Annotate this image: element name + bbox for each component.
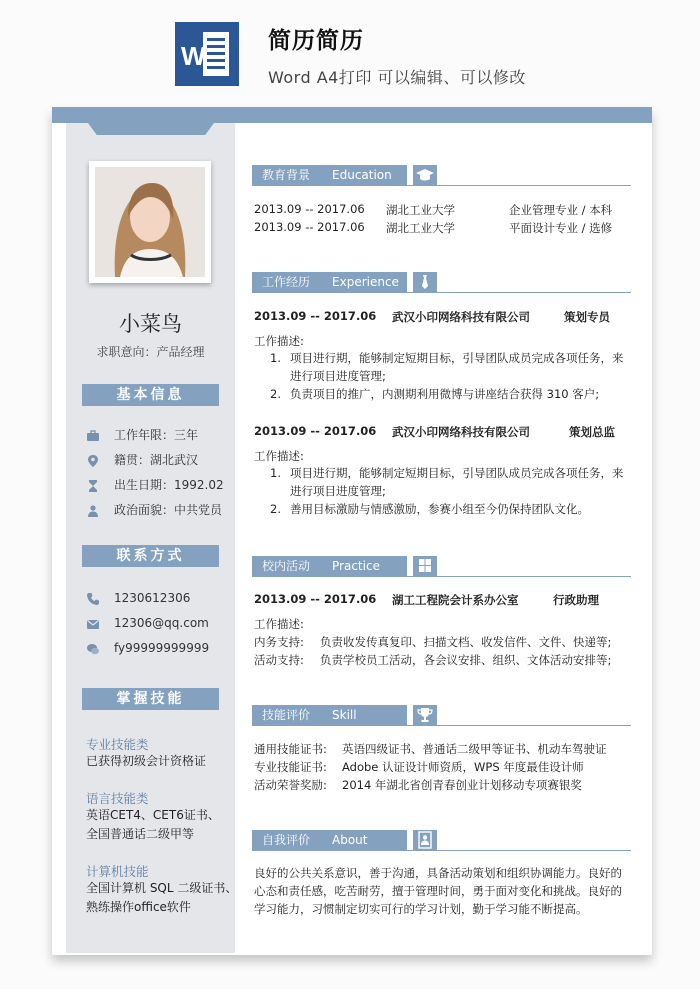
info-row: 籍贯：湖北武汉 [86, 451, 198, 469]
contact-row: fy99999999999 [86, 639, 209, 657]
page-title: 简历简历 [268, 28, 364, 54]
list-item: 进行项目进度管理; [290, 484, 386, 498]
skill-group-title: 语言技能类 [86, 791, 149, 806]
edu-school: 湖北工业大学 [386, 221, 455, 235]
location-icon [86, 454, 100, 468]
contact-row: 1230612306 [86, 589, 190, 607]
skill-section-label: 技能评价 Skill [252, 705, 407, 725]
list-item: 1. 项目进行期，能够制定短期目标，引导团队成员完成各项任务，来 [270, 466, 624, 480]
job-date: 2013.09 -- 2017.06 [254, 424, 377, 438]
skill-key: 专业技能证书: [254, 760, 327, 774]
job-role: 策划专员 [564, 310, 610, 324]
briefcase-icon [86, 429, 100, 443]
graduation-cap-icon [413, 165, 437, 185]
chat-icon [86, 642, 100, 656]
info-row: 工作年限：三年 [86, 426, 198, 444]
job-intent: 求职意向：产品经理 [96, 345, 205, 359]
svg-text:W: W [181, 41, 206, 71]
windows-icon [413, 556, 437, 576]
practice-value: 负责收发传真复印、扫描文档、收发信件、文件、快递等; [320, 635, 612, 649]
skill-value: 英语四级证书、普通话二级甲等证书、机动车驾驶证 [342, 742, 607, 756]
contact-heading: 联系方式 [82, 545, 219, 567]
practice-value: 负责学校员工活动，各会议安排、组织、文体活动安排等; [320, 653, 612, 667]
job-company: 武汉小印网络科技有限公司 [392, 425, 530, 439]
sidebar-tab [88, 123, 214, 135]
skill-group-text: 全国计算机 SQL 二级证书、 [86, 881, 238, 895]
edu-school: 湖北工业大学 [386, 203, 455, 217]
list-item: 2. 负责项目的推广，内测期利用微博与讲座结合获得 310 客户; [270, 387, 600, 401]
edu-date: 2013.09 -- 2017.06 [254, 220, 365, 234]
about-section-label: 自我评价 About [252, 830, 407, 850]
info-row: 出生日期：1992.02 [86, 476, 224, 494]
about-line: 心态和责任感，吃苦耐劳，擅于管理时间，勇于面对变化和挑战。良好的 [254, 884, 622, 898]
practice-key: 内务支持: [254, 635, 304, 649]
skill-group-text: 英语CET4、CET6证书、 [86, 808, 220, 822]
practice-role: 行政助理 [553, 593, 599, 607]
practice-section-label: 校内活动 Practice [252, 556, 407, 576]
person-icon [86, 504, 100, 518]
job-desc-list [270, 349, 624, 403]
practice-date: 2013.09 -- 2017.06 [254, 592, 377, 606]
about-line: 学习能力，习惯制定切实可行的学习计划，勤于学习能不断提高。 [254, 902, 588, 916]
section-divider [252, 850, 631, 851]
basic-info-heading: 基本信息 [82, 384, 219, 406]
candidate-name: 小菜鸟 [119, 312, 182, 336]
practice-desc-label: 工作描述: [254, 617, 304, 631]
mail-icon [86, 617, 100, 631]
skill-group-text: 熟练操作office软件 [86, 900, 191, 914]
tie-icon [413, 272, 437, 292]
skill-key: 通用技能证书: [254, 742, 327, 756]
about-line: 良好的公共关系意识，善于沟通，具备活动策划和组织协调能力。良好的 [254, 866, 622, 880]
list-item: 进行项目进度管理; [290, 369, 386, 383]
skill-group-title: 专业技能类 [86, 737, 149, 752]
edu-major: 企业管理专业 / 本科 [509, 203, 613, 217]
education-section-label: 教育背景 Education [252, 165, 407, 185]
info-row: 政治面貌：中共党员 [86, 501, 222, 519]
practice-org: 湖工工程院会计系办公室 [392, 593, 519, 607]
word-logo-icon [175, 22, 239, 86]
section-divider [252, 576, 631, 577]
top-bar [52, 107, 652, 123]
hourglass-icon [86, 479, 100, 493]
skill-value: Adobe 认证设计师资质，WPS 年度最佳设计师 [342, 760, 584, 774]
job-desc-label: 工作描述: [254, 334, 304, 348]
edu-date: 2013.09 -- 2017.06 [254, 202, 365, 216]
edu-major: 平面设计专业 / 选修 [509, 221, 613, 235]
skill-group-title: 计算机技能 [86, 864, 149, 879]
experience-section-label: 工作经历 Experience [252, 272, 407, 292]
list-item: 1. 项目进行期，能够制定短期目标，引导团队成员完成各项任务，来 [270, 351, 624, 365]
practice-key: 活动支持: [254, 653, 304, 667]
job-company: 武汉小印网络科技有限公司 [392, 310, 530, 324]
page-subtitle: Word A4打印 可以编辑、可以修改 [268, 68, 526, 87]
section-divider [252, 725, 631, 726]
skill-group-text: 全国普通话二级甲等 [86, 827, 195, 841]
job-desc-list [270, 464, 624, 518]
section-divider [252, 185, 631, 186]
phone-icon [86, 592, 100, 606]
trophy-icon [413, 705, 437, 725]
job-role: 策划总监 [569, 425, 615, 439]
job-date: 2013.09 -- 2017.06 [254, 309, 377, 323]
profile-photo [95, 167, 205, 277]
skill-group-text: 已获得初级会计资格证 [86, 754, 207, 768]
contact-row: 12306@qq.com [86, 614, 209, 632]
skills-heading: 掌握技能 [82, 688, 219, 710]
list-item: 2. 善用目标激励与情感激励，参赛小组至今仍保持团队文化。 [270, 502, 589, 516]
skill-key: 活动荣誉奖励: [254, 778, 327, 792]
job-desc-label: 工作描述: [254, 449, 304, 463]
skill-value: 2014 年湖北省创青春创业计划移动专项赛银奖 [342, 778, 582, 792]
person-card-icon [413, 830, 437, 850]
section-divider [252, 292, 631, 293]
